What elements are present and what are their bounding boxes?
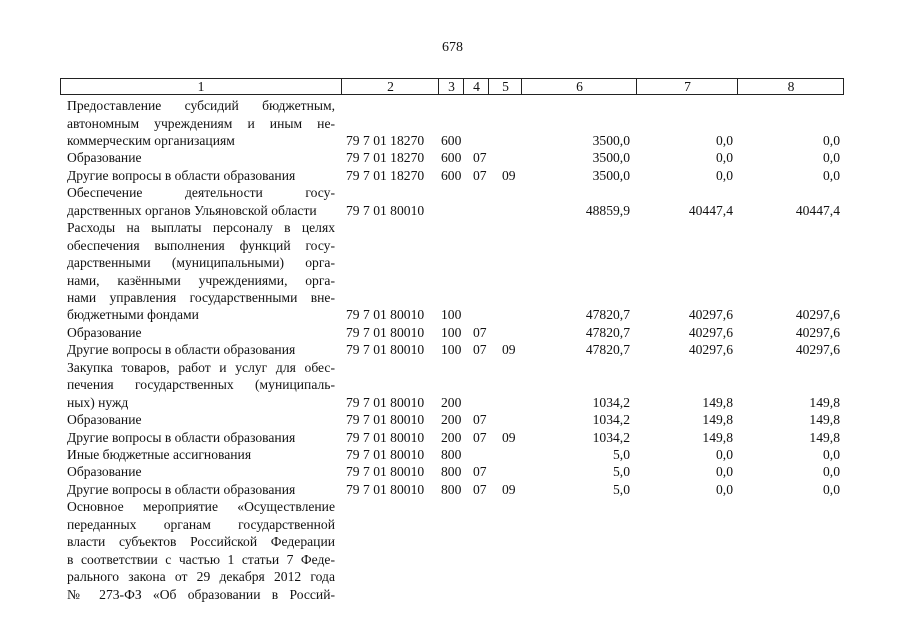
row-col-4: 07 bbox=[473, 429, 487, 445]
row-value-col-7: 0,0 bbox=[716, 132, 733, 148]
row-col-5: 09 bbox=[502, 481, 516, 497]
row-value-col-7: 40297,6 bbox=[688, 307, 733, 323]
row-code: 79 7 01 18270 bbox=[346, 167, 425, 183]
row-description: в соответствии с частью 1 статьи 7 Феде- bbox=[67, 551, 335, 567]
row-code: 79 7 01 80010 bbox=[346, 429, 425, 445]
row-description: Другие вопросы в области образования bbox=[67, 481, 296, 497]
row-description: обеспечения выполнения функций госу- bbox=[67, 237, 335, 253]
row-description: дарственных органов Ульяновской области bbox=[67, 202, 317, 218]
row-code: 79 7 01 80010 bbox=[346, 202, 425, 218]
row-col-5: 09 bbox=[502, 167, 516, 183]
row-code: 79 7 01 80010 bbox=[346, 307, 425, 323]
row-value-col-6: 47820,7 bbox=[585, 324, 630, 340]
row-value-col-7: 40297,6 bbox=[688, 324, 733, 340]
row-value-col-7: 0,0 bbox=[716, 167, 733, 183]
row-col-3: 600 bbox=[441, 167, 462, 183]
row-description: власти субъектов Российской Федерации bbox=[67, 534, 335, 550]
row-value-col-6: 5,0 bbox=[613, 447, 630, 462]
row-value-col-6: 1034,2 bbox=[592, 394, 630, 410]
row-code: 79 7 01 80010 bbox=[346, 324, 425, 340]
row-description: Другие вопросы в области образования bbox=[67, 342, 296, 358]
row-value-col-6: 5,0 bbox=[613, 481, 630, 497]
row-description: нами, казёнными учреждениями, орга- bbox=[67, 272, 335, 288]
row-col-3: 200 bbox=[441, 429, 462, 445]
row-value-col-6: 3500,0 bbox=[592, 150, 630, 166]
row-value-col-6: 1034,2 bbox=[592, 429, 630, 445]
row-value-col-7: 149,8 bbox=[702, 394, 733, 410]
row-col-3: 100 bbox=[441, 342, 462, 358]
row-value-col-7: 40297,6 bbox=[688, 342, 733, 358]
row-value-col-8: 40297,6 bbox=[795, 307, 840, 323]
row-col-4: 07 bbox=[473, 464, 487, 480]
row-code: 79 7 01 18270 bbox=[346, 150, 425, 166]
row-description: коммерческим организациям bbox=[67, 132, 235, 148]
row-description: Образование bbox=[67, 412, 142, 428]
row-description: автономным учреждениям и иным не- bbox=[67, 115, 335, 131]
row-value-col-8: 40447,4 bbox=[795, 202, 840, 218]
header-col-7: 7 bbox=[636, 79, 738, 94]
row-col-4: 07 bbox=[473, 342, 487, 358]
row-col-4: 07 bbox=[473, 167, 487, 183]
row-value-col-6: 48859,9 bbox=[585, 202, 630, 218]
row-value-col-8: 149,8 bbox=[809, 412, 840, 428]
header-col-8: 8 bbox=[737, 79, 844, 94]
row-description: Расходы на выплаты персоналу в целях bbox=[67, 220, 335, 236]
row-value-col-8: 0,0 bbox=[823, 167, 840, 183]
row-description: Другие вопросы в области образования bbox=[67, 167, 296, 183]
row-description: Предоставление субсидий бюджетным, bbox=[67, 98, 335, 113]
row-value-col-7: 0,0 bbox=[716, 481, 733, 497]
row-value-col-8: 0,0 bbox=[823, 447, 840, 462]
row-description: Обеспечение деятельности госу- bbox=[67, 185, 335, 201]
row-description: рального закона от 29 декабря 2012 года bbox=[67, 569, 335, 585]
row-value-col-7: 0,0 bbox=[716, 447, 733, 462]
row-value-col-6: 3500,0 bbox=[592, 132, 630, 148]
row-code: 79 7 01 18270 bbox=[346, 132, 425, 148]
row-col-3: 800 bbox=[441, 447, 462, 462]
row-value-col-8: 0,0 bbox=[823, 464, 840, 480]
table-header bbox=[60, 78, 844, 95]
row-col-3: 200 bbox=[441, 394, 462, 410]
header-col-4: 4 bbox=[463, 79, 489, 94]
row-col-5: 09 bbox=[502, 429, 516, 445]
row-description: Закупка товаров, работ и услуг для обес- bbox=[67, 359, 335, 375]
row-value-col-8: 40297,6 bbox=[795, 342, 840, 358]
row-col-4: 07 bbox=[473, 481, 487, 497]
row-code: 79 7 01 80010 bbox=[346, 447, 425, 462]
row-description: ных) нужд bbox=[67, 394, 129, 410]
row-value-col-6: 5,0 bbox=[613, 464, 630, 480]
row-col-3: 100 bbox=[441, 307, 462, 323]
row-value-col-7: 149,8 bbox=[702, 429, 733, 445]
row-description: бюджетными фондами bbox=[67, 307, 199, 323]
row-description: Другие вопросы в области образования bbox=[67, 429, 296, 445]
row-description: Образование bbox=[67, 324, 142, 340]
row-col-3: 600 bbox=[441, 150, 462, 166]
row-code: 79 7 01 80010 bbox=[346, 342, 425, 358]
row-description: Образование bbox=[67, 464, 142, 480]
row-col-3: 800 bbox=[441, 464, 462, 480]
row-col-4: 07 bbox=[473, 324, 487, 340]
page-number: 678 bbox=[442, 40, 463, 55]
row-description: дарственными (муниципальными) орга- bbox=[67, 255, 335, 270]
row-description: Образование bbox=[67, 150, 142, 166]
header-col-5: 5 bbox=[488, 79, 522, 94]
row-description: № 273-ФЗ «Об образовании в Россий- bbox=[67, 586, 335, 602]
row-value-col-8: 0,0 bbox=[823, 132, 840, 148]
row-value-col-7: 40447,4 bbox=[688, 202, 733, 218]
row-value-col-7: 149,8 bbox=[702, 412, 733, 428]
row-code: 79 7 01 80010 bbox=[346, 394, 425, 410]
row-description: Основное мероприятие «Осуществление bbox=[67, 499, 335, 515]
header-col-2: 2 bbox=[341, 79, 439, 94]
row-description: нами управления государственными вне- bbox=[67, 289, 335, 305]
row-description: печения государственных (муниципаль- bbox=[67, 377, 335, 393]
row-value-col-6: 47820,7 bbox=[585, 307, 630, 323]
row-value-col-7: 0,0 bbox=[716, 464, 733, 480]
row-col-3: 600 bbox=[441, 132, 462, 148]
row-code: 79 7 01 80010 bbox=[346, 481, 425, 497]
row-value-col-6: 1034,2 bbox=[592, 412, 630, 428]
row-col-3: 800 bbox=[441, 481, 462, 497]
row-col-3: 200 bbox=[441, 412, 462, 428]
row-value-col-8: 149,8 bbox=[809, 429, 840, 445]
header-col-1: 1 bbox=[197, 79, 205, 94]
row-col-5: 09 bbox=[502, 342, 516, 358]
header-col-3: 3 bbox=[438, 79, 464, 94]
row-description: переданных органам государственной bbox=[67, 516, 335, 532]
header-col-6: 6 bbox=[521, 79, 637, 94]
row-value-col-8: 40297,6 bbox=[795, 324, 840, 340]
row-code: 79 7 01 80010 bbox=[346, 464, 425, 480]
row-value-col-7: 0,0 bbox=[716, 150, 733, 166]
row-description: Иные бюджетные ассигнования bbox=[67, 447, 252, 462]
row-value-col-6: 47820,7 bbox=[585, 342, 630, 358]
row-col-4: 07 bbox=[473, 150, 487, 166]
row-value-col-8: 0,0 bbox=[823, 481, 840, 497]
row-value-col-8: 0,0 bbox=[823, 150, 840, 166]
row-col-4: 07 bbox=[473, 412, 487, 428]
row-code: 79 7 01 80010 bbox=[346, 412, 425, 428]
row-col-3: 100 bbox=[441, 324, 462, 340]
row-value-col-8: 149,8 bbox=[809, 394, 840, 410]
row-value-col-6: 3500,0 bbox=[592, 167, 630, 183]
